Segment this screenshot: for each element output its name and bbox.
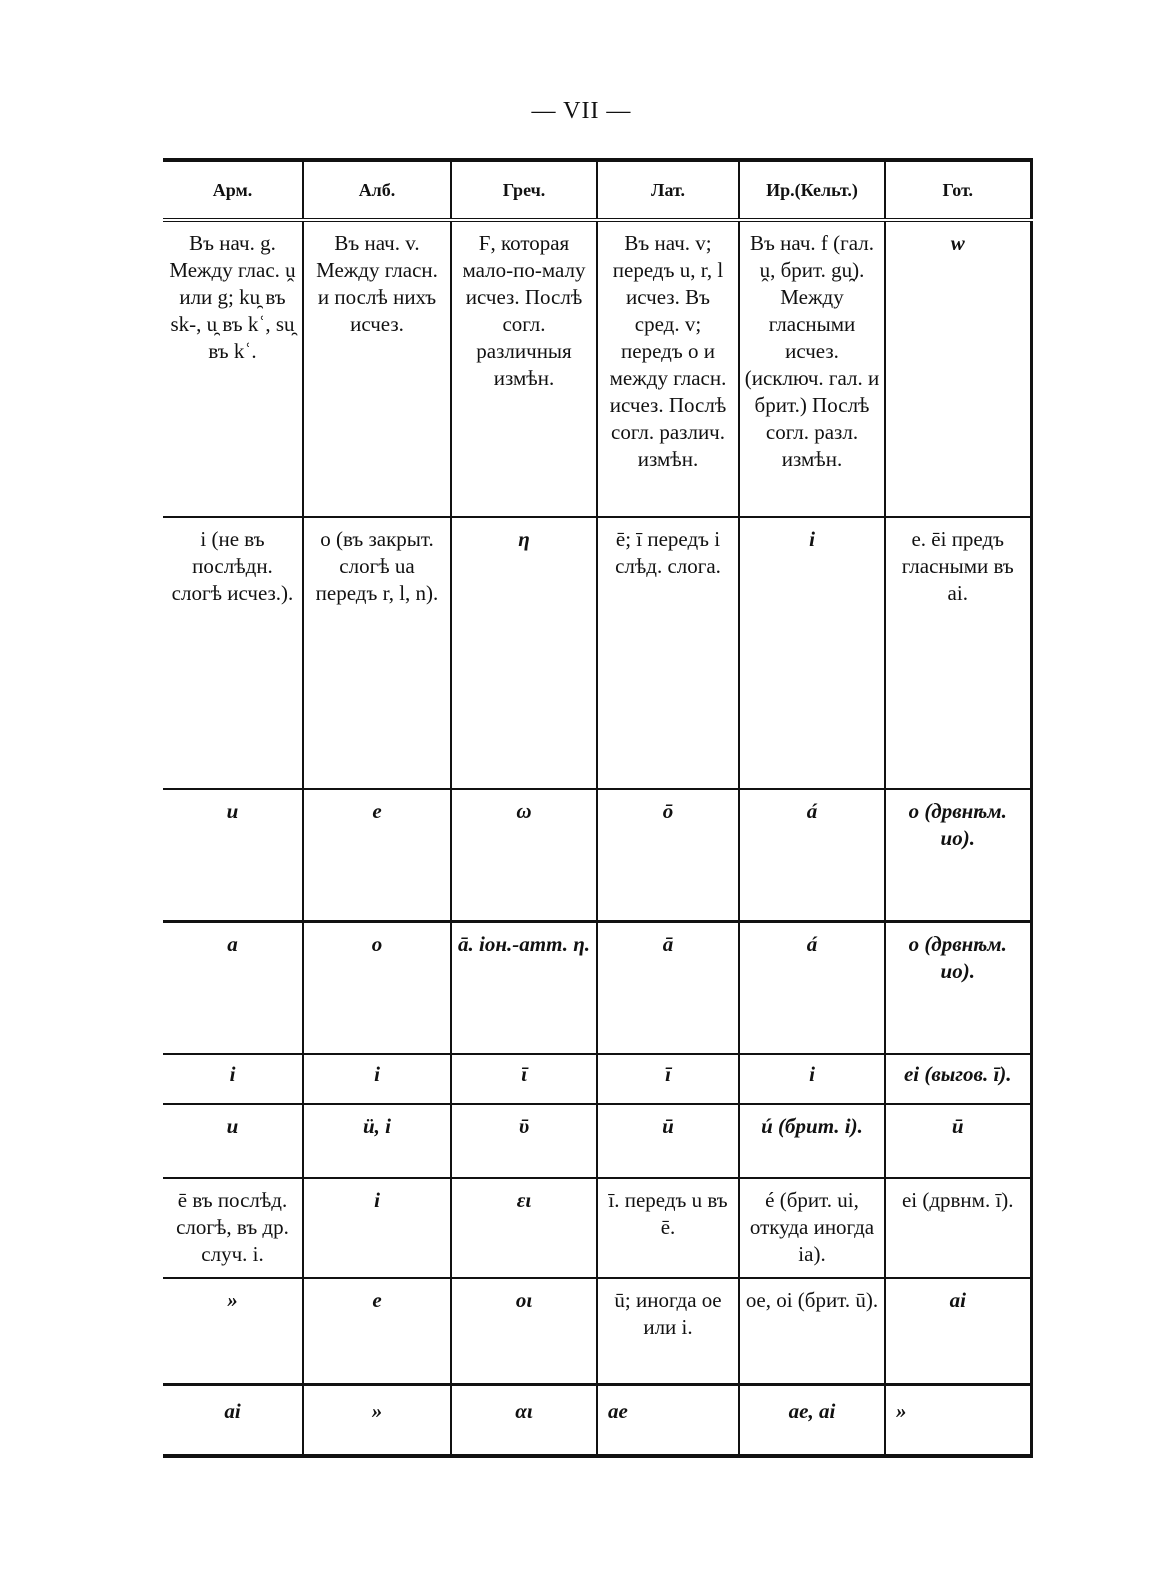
header-gothic: Гот. [885,160,1031,220]
table-cell: ū [597,1104,739,1178]
table-cell: oe, oi (брит. ū). [739,1278,885,1385]
table-cell: » [303,1385,451,1457]
table-row [163,1278,1031,1385]
table-cell: αι [451,1385,597,1457]
table-cell: e. ēi предъ гласными въ ai. [885,517,1031,789]
table-cell: á [739,789,885,922]
table-cell: ü, i [303,1104,451,1178]
table-cell: ae [597,1385,739,1457]
table-cell: ī. передъ u въ ē. [597,1178,739,1278]
table-cell: ā [597,922,739,1055]
table-row [163,220,1031,517]
table-cell: i [739,517,885,789]
table-cell: Въ нач. g. Между глас. ṷ или g; ku̯ въ sk-, u̯ въ kʿ, su̯ въ kʿ. [169,231,296,363]
header-latin: Лат. [597,160,739,220]
table-cell: ει [451,1178,597,1278]
table-cell: u [163,789,303,922]
table-cell: ῡ [451,1104,597,1178]
table-cell: i (не въ послѣдн. слогѣ исчез.). [163,517,303,789]
table-cell: ī [597,1054,739,1104]
table-row [163,1104,1031,1178]
table-row [163,1054,1031,1104]
table-cell: Ϝ, которая мало-по-малу исчез. Послѣ согл. различныя измѣн. [451,220,597,517]
table-row [163,517,1031,789]
header-irish-celtic: Ир.(Кельт.) [739,160,885,220]
table-cell: ei (выгов. ī). [885,1054,1031,1104]
table-cell: o (дрвнѣм. uo). [885,922,1031,1055]
table-cell: Въ нач. f (гал. ṷ, брит. gu̯). Между гласными исчез. (исключ. гал. и брит.) Послѣ согл. разл. измѣн. [739,220,885,517]
table-cell: ū [885,1104,1031,1178]
table-cell: ai [163,1385,303,1457]
table-cell: ē; ī передъ i слѣд. слога. [597,517,739,789]
table-cell: ú (брит. i). [739,1104,885,1178]
table-cell: i [739,1054,885,1104]
table-cell: ē въ послѣд. слогѣ, въ др. случ. i. [163,1178,303,1278]
table-cell: e [303,789,451,922]
table-cell: i [303,1178,451,1278]
table-row [163,1385,1031,1457]
table-cell: o [303,922,451,1055]
table-cell: a [163,922,303,1055]
table-cell: » [163,1278,303,1385]
table-cell: u [163,1104,303,1178]
table-cell: o (дрвнѣм. uo). [885,789,1031,922]
table-cell: i [163,1054,303,1104]
header-greek: Греч. [451,160,597,220]
table-cell: e [303,1278,451,1385]
table-cell: ū; иногда oe или i. [597,1278,739,1385]
table-cell: é (брит. ui, откуда иногда ia). [739,1178,885,1278]
table-row [163,922,1031,1055]
language-comparison-table [163,158,1033,1458]
table-cell: η [451,517,597,789]
table-row [163,1178,1031,1278]
table-cell: οι [451,1278,597,1385]
table-cell: » [885,1385,1031,1457]
table-cell: ω [451,789,597,922]
table-cell: Въ нач. v. Между гласн. и послѣ нихъ исчез. [303,220,451,517]
table-cell: o (въ закрыт. слогѣ ua передъ r, l, n). [303,517,451,789]
header-armenian: Арм. [163,160,303,220]
table-cell: ō [597,789,739,922]
table-cell: ae, ai [739,1385,885,1457]
table-cell: ai [885,1278,1031,1385]
header-albanian: Алб. [303,160,451,220]
table-cell: i [303,1054,451,1104]
header-row [163,160,1031,220]
table-cell: ei (дрвнм. ī). [885,1178,1031,1278]
table-row [163,789,1031,922]
table-cell: á [739,922,885,1055]
table-cell: ῑ [451,1054,597,1104]
table-cell: Въ нач. v; передъ u, r, l исчез. Въ сред. v; передъ o и между гласн. исчез. Послѣ согл. различ. измѣн. [597,220,739,517]
table-cell: ā. іон.-атт. η. [451,922,597,1055]
table-cell: w [885,220,1031,517]
page-number: — VII — [531,98,632,124]
